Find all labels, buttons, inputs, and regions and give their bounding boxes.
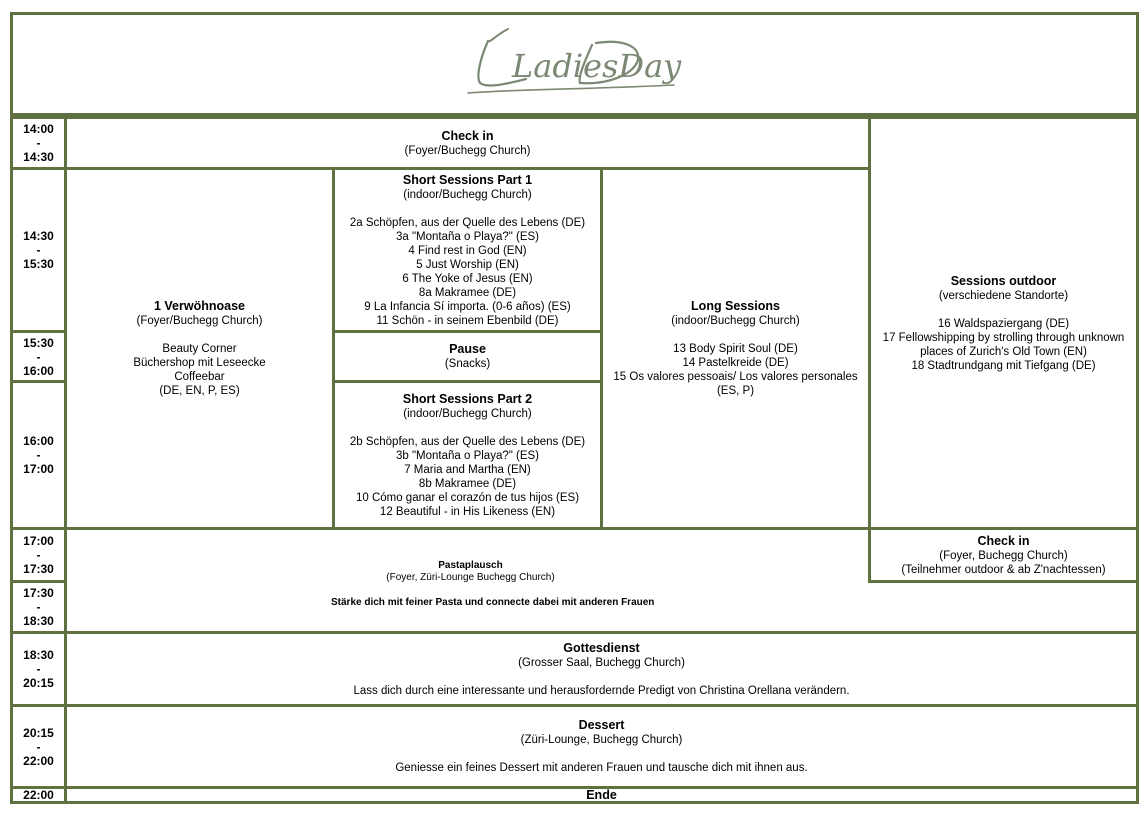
- session-item: 13 Body Spirit Soul (DE): [673, 343, 798, 355]
- pastaplausch-location: (Foyer, Züri-Lounge Buchegg Church): [386, 572, 555, 583]
- outdoor-sessions-location: (verschiedene Standorte): [938, 289, 1069, 302]
- pause-title: Pause: [449, 342, 486, 356]
- pastaplausch-text: Stärke dich mit feiner Pasta und connecte dabei mit anderen Frauen: [331, 597, 655, 608]
- session-item: 4 Find rest in God (EN): [408, 244, 527, 257]
- long-sessions-title: Long Sessions: [691, 299, 780, 313]
- time-slot-1830: [10, 631, 67, 707]
- verwoehnoase-block: [64, 167, 335, 530]
- time-start: 20:15: [23, 725, 54, 740]
- time-dash: -: [36, 662, 41, 676]
- dessert-text: Geniesse ein feines Dessert mit anderen Frauen und tausche dich mit ihnen aus.: [395, 762, 808, 774]
- long-sessions-block: [600, 167, 871, 530]
- time-end: 15:30: [23, 257, 54, 271]
- time-start: 14:30: [23, 229, 54, 243]
- session-item: places of Zurich's Old Town (EN): [920, 345, 1087, 358]
- gottesdienst-title: Gottesdienst: [563, 640, 640, 655]
- time-slot-1730: [10, 580, 67, 634]
- time-dash: -: [36, 548, 41, 562]
- time-end: 17:30: [23, 562, 54, 576]
- time-slot-1530: [10, 330, 67, 383]
- outdoor-sessions-title: Sessions outdoor: [950, 273, 1057, 288]
- time-dash: -: [36, 448, 41, 462]
- time-start: 17:30: [23, 586, 54, 600]
- dessert-location: (Züri-Lounge, Buchegg Church): [520, 734, 683, 746]
- outdoor-sessions-block: [868, 116, 1139, 530]
- time-slot-1700: [10, 527, 67, 583]
- gottesdienst-text: Lass dich durch eine interessante und herausfordernde Predigt von Christina Orellana verändern.: [353, 684, 850, 697]
- session-item: 8a Makramee (DE): [418, 286, 517, 299]
- time-end: 18:30: [23, 614, 54, 628]
- session-item: 15 Os valores pessoais/ Los valores personales: [613, 371, 858, 383]
- time-slot-2015: [10, 704, 67, 789]
- session-item: 3a "Montaña o Playa?" (ES): [395, 230, 540, 243]
- verwoehnoase-title: 1 Verwöhnoase: [153, 299, 245, 313]
- session-item: 5 Just Worship (EN): [416, 258, 519, 271]
- session-item: 10 Cómo ganar el corazón de tus hijos (ES): [355, 491, 580, 504]
- session-item: 11 Schön - in seinem Ebenbild (DE): [376, 314, 559, 327]
- checkin-outdoor-note: (Teilnehmer outdoor & ab Z'nachtessen): [901, 563, 1106, 576]
- time-slot-1430: [10, 167, 67, 333]
- time-start: 14:00: [23, 122, 54, 136]
- time-dash: -: [36, 600, 41, 614]
- ende-block: [64, 786, 1139, 804]
- session-item: 16 Waldspaziergang (DE): [937, 317, 1070, 330]
- long-sessions-location: (indoor/Buchegg Church): [671, 315, 800, 327]
- time-dash: -: [36, 136, 41, 150]
- session-item: 12 Beautiful - in His Likeness (EN): [379, 505, 556, 518]
- short-sessions-2-title: Short Sessions Part 2: [402, 391, 533, 406]
- short-sessions-1-block: [332, 167, 603, 333]
- gottesdienst-block: [64, 631, 1139, 707]
- session-item: 7 Maria and Martha (EN): [404, 463, 531, 476]
- verwoehnoase-line: Beauty Corner: [162, 343, 237, 355]
- time-end: 20:15: [23, 676, 54, 690]
- session-item: 2a Schöpfen, aus der Quelle des Lebens (DE): [349, 216, 586, 229]
- short-sessions-2-block: [332, 380, 603, 530]
- checkin-location: (Foyer/Buchegg Church): [404, 144, 531, 157]
- time-dash: -: [36, 349, 41, 364]
- time-end: 22:00: [23, 753, 54, 768]
- time-start: 16:00: [23, 434, 54, 448]
- session-item: 2b Schöpfen, aus der Quelle des Lebens (DE): [349, 435, 586, 448]
- pastaplausch-title: Pastaplausch: [438, 560, 503, 571]
- pause-location: (Snacks): [444, 358, 491, 370]
- time-dash: -: [36, 739, 41, 754]
- session-item: 14 Pastelkreide (DE): [682, 357, 789, 369]
- verwoehnoase-line: Coffeebar: [174, 371, 225, 383]
- pause-block: [332, 330, 603, 383]
- short-sessions-2-location: (indoor/Buchegg Church): [403, 407, 532, 420]
- checkin-outdoor-block: [868, 527, 1139, 583]
- session-item: 3b "Montaña o Playa?" (ES): [395, 449, 540, 462]
- verwoehnoase-line: (DE, EN, P, ES): [159, 385, 240, 397]
- time-slot-1400: [10, 116, 67, 170]
- verwoehnoase-location: (Foyer/Buchegg Church): [136, 315, 263, 327]
- time-end: 14:30: [23, 150, 54, 164]
- time-start: 18:30: [23, 648, 54, 662]
- time-start: 17:00: [23, 534, 54, 548]
- verwoehnoase-line: Büchershop mit Leseecke: [133, 357, 266, 369]
- session-item: 18 Stadtrundgang mit Tiefgang (DE): [911, 359, 1096, 372]
- time-start: 22:00: [23, 788, 54, 802]
- checkin-block: [64, 116, 871, 170]
- logo-text: LadiesDay: [511, 47, 681, 85]
- session-item: 17 Fellowshipping by strolling through unknown: [882, 331, 1125, 344]
- checkin-title: Check in: [441, 128, 494, 143]
- time-end: 17:00: [23, 462, 54, 476]
- dessert-block: [64, 704, 1139, 789]
- time-slot-2200: [10, 786, 67, 804]
- checkin-outdoor-title: Check in: [977, 533, 1030, 548]
- time-dash: -: [36, 243, 41, 257]
- ladiesday-logo: [460, 19, 690, 109]
- session-item: 6 The Yoke of Jesus (EN): [402, 272, 533, 285]
- header-logo-cell: [10, 12, 1139, 116]
- short-sessions-1-location: (indoor/Buchegg Church): [403, 188, 532, 201]
- time-slot-1600: [10, 380, 67, 530]
- gottesdienst-location: (Grosser Saal, Buchegg Church): [518, 656, 685, 669]
- dessert-title: Dessert: [578, 718, 625, 732]
- short-sessions-1-title: Short Sessions Part 1: [402, 172, 533, 187]
- session-item: (ES, P): [716, 385, 755, 397]
- ende-title: Ende: [586, 787, 617, 802]
- session-item: 9 La Infancia Sí importa. (0-6 años) (ES): [364, 300, 571, 313]
- checkin-outdoor-location: (Foyer, Buchegg Church): [939, 549, 1068, 562]
- time-end: 16:00: [23, 363, 54, 378]
- time-start: 15:30: [23, 335, 54, 350]
- session-item: 8b Makramee (DE): [418, 477, 517, 490]
